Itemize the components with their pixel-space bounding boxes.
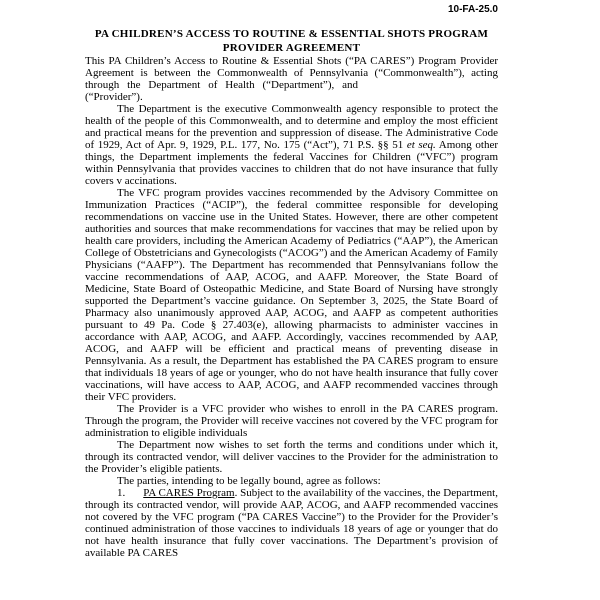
parties-agreement-line: The parties, intending to be legally bound, agree as follows: xyxy=(117,475,381,487)
title-line-2: PROVIDER AGREEMENT xyxy=(222,42,361,54)
intro-paragraph-text: This PA Children’s Access to Routine & Essential Shots (“PA CARES”) Program Provider Agreement is between the Commonwealth of Pennsylvania (“Commonwealth”), acting through the Department of Health (“Department”), and xyxy=(85,55,498,91)
department-terms-paragraph: The Department now wishes to set forth the terms and conditions under which it, through its contracted vendor, will deliver vaccines to the Provider for the administration to the Provider’s eligible patients. xyxy=(85,439,498,475)
department-authority-text-start: The Department is the executive Commonwealth agency responsible to protect the health of the people of this Commonwealth, and to determine and employ the most efficient and practical means for the prevention and suppression of disease. The Administrative Code of 1929, Act of Apr. 9, 1929, P.L. 177, No. 175 (“Act”), 71 P.S. §§ 51 xyxy=(85,103,498,151)
item-1-number: 1. xyxy=(117,487,126,499)
vfc-program-paragraph: The VFC program provides vaccines recommended by the Advisory Committee on Immunization Practices (“ACIP”), the federal committee responsible for developing recommendations on vaccine use in the United States. However, there are other competent authorities and sources that make recommendations for vaccines that may be relied upon by health care providers, including the American Academy of Pediatrics (“AAP”), the American College of Obstetricians and Gynecologists (“ACOG”) and the American Academy of Family Physicians (“AAFP”). The Department has recommended that Pennsylvanians follow the vaccine recommendations of AAP, ACOG, and AAFP. Moreover, the State Board of Medicine, State Board of Osteopathic Medicine, and State Board of Nursing have strongly supported the Department’s vaccine guidance. On September 3, 2025, the State Board of Pharmacy also unanimously approved AAP, ACOG, and AAFP as competent authorities pursuant to 49 Pa. Code § 27.403(e), allowing pharmacists to administer vaccines in accordance with AAP, ACOG, and AAFP. Accordingly, vaccines recommended by AAP, ACOG, and AAFP will be efficient and practical means of preventing disease in Pennsylvania. As a result, the Department has established the PA CARES program to ensure that individuals 18 years of age or younger, who do not have health insurance that fully cover vaccinations, will have access to AAP, ACOG, and AAFP recommended vaccines through their VFC providers. xyxy=(85,187,498,403)
et-seq-citation: et seq. xyxy=(406,139,436,151)
document-title xyxy=(85,27,498,55)
title-line-1: PA CHILDREN’S ACCESS TO ROUTINE & ESSENTIAL SHOTS PROGRAM xyxy=(94,28,489,40)
provider-designation-text: (“Provider”). xyxy=(85,91,143,103)
department-authority-text-end: Among other things, the Department implements the federal Vaccines for Children (“VFC”) program within Pennsylvania that provides vaccines to children that do not have insurance that fully covers v accinations. xyxy=(85,139,499,187)
department-authority-paragraph xyxy=(85,103,498,187)
item-1-text: . Subject to the availability of the vaccines, the Department, through its contracted vendor, will provide AAP, ACOG, and AAFP recommended vaccines not covered by the VFC program (“PA CARES Vaccine”) to the Provider for the Provider’s continued administration of those vaccines to individuals 18 years of age or younger that do not have health insurance that fully cover vaccinations. The Department’s provision of available PA CARES xyxy=(85,487,498,559)
form-number: 10-FA-25.0 xyxy=(447,4,498,15)
provider-enrollment-paragraph: The Provider is a VFC provider who wishes to enroll in the PA CARES program. Through the program, the Provider will receive vaccines not covered by the VFC program for administration to eligible individuals xyxy=(85,403,498,439)
intro-paragraph xyxy=(85,55,498,103)
item-1-heading: PA CARES Program xyxy=(143,487,235,499)
numbered-item-1 xyxy=(85,487,498,559)
